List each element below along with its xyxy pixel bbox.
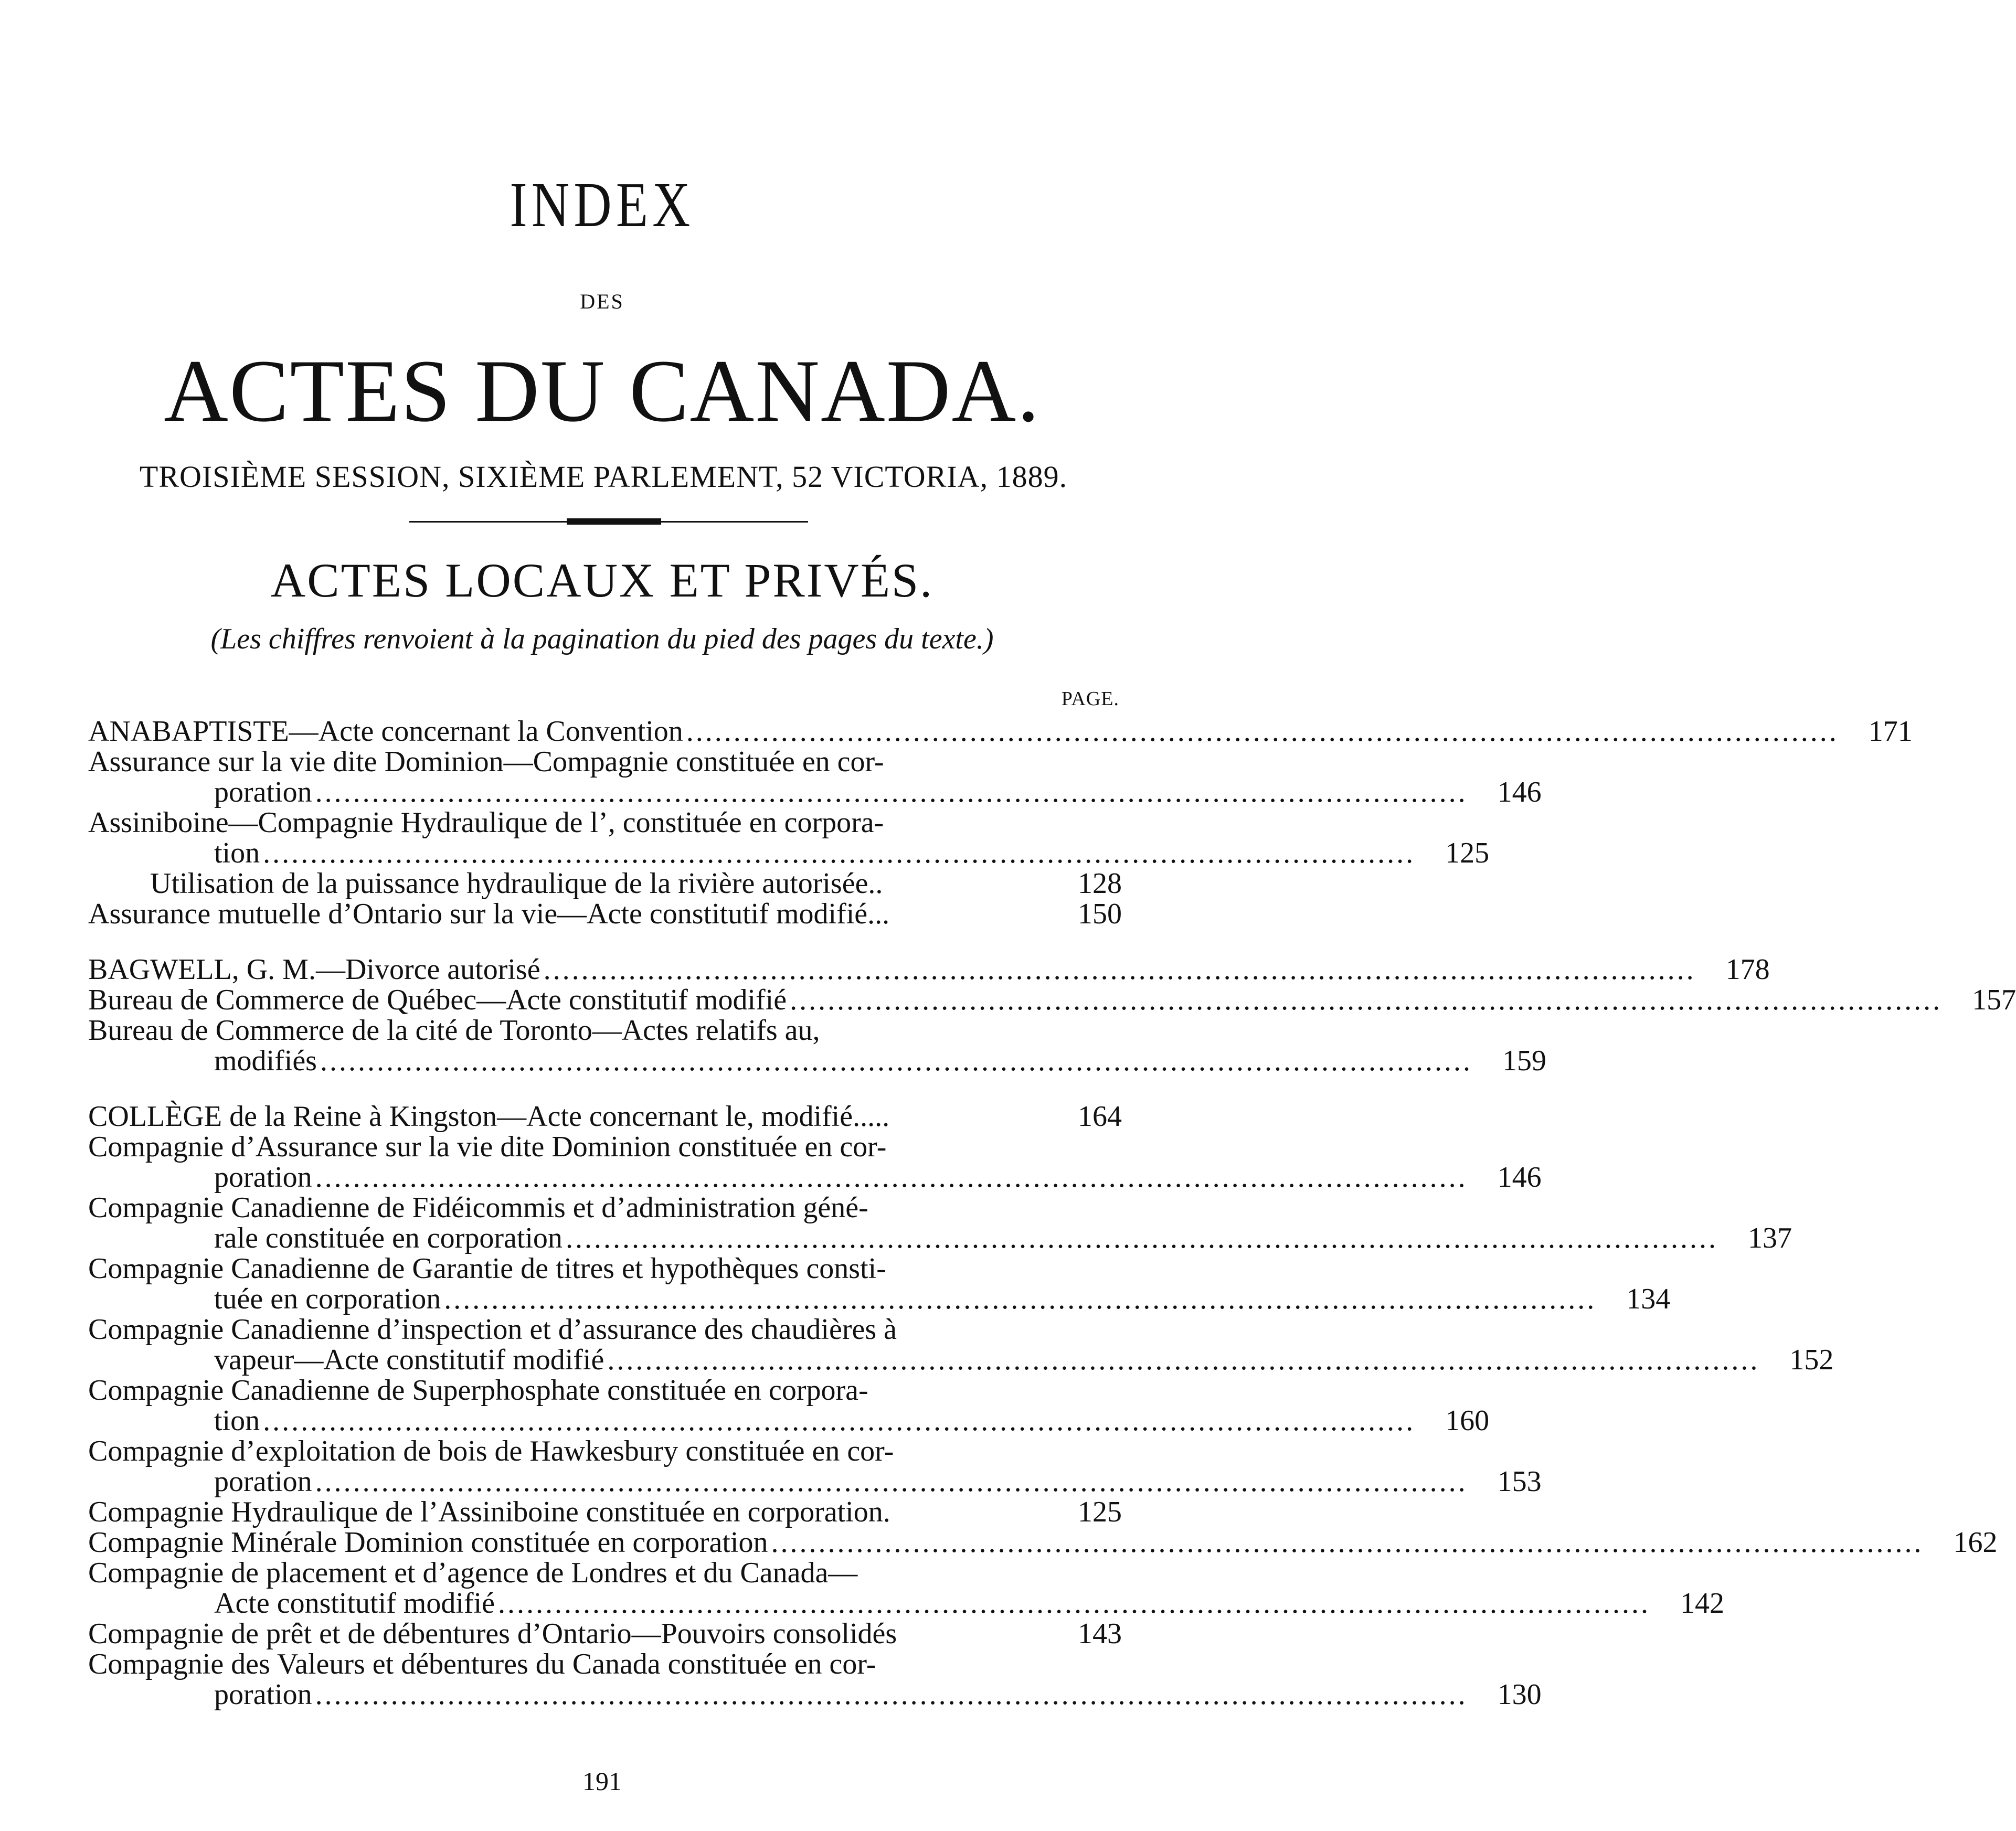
subentry-text: Utilisation de la puissance hydraulique de la rivière autorisée.. — [150, 867, 883, 900]
entry-page: 153 — [1497, 1465, 1542, 1498]
entry-text: Compagnie Canadienne de Superphosphate constituée en corpora- — [88, 1374, 868, 1407]
entry-text: Compagnie Canadienne d’inspection et d’assurance des chaudières à — [88, 1313, 897, 1346]
index-subentry — [88, 868, 1122, 899]
entry-page: 160 — [1445, 1404, 1490, 1437]
entry-continuation: rale constituée en corporation — [214, 1222, 563, 1254]
entry-page: 128 — [1078, 867, 1122, 900]
index-entry — [88, 1648, 1542, 1711]
divider-rule-center — [567, 518, 661, 525]
index-entry — [88, 1619, 1122, 1649]
entry-page: 157 — [1972, 984, 2016, 1016]
entry-text: Assurance mutuelle d’Ontario sur la vie—Acte constitutif modifié... — [88, 898, 890, 930]
des-title: DES — [580, 290, 624, 313]
leader-dots: .......................................................................................................................... — [497, 1587, 1650, 1620]
leader-dots: .......................................................................................................................... — [315, 1161, 1468, 1194]
entry-page: 162 — [1953, 1526, 1998, 1559]
entry-page: 178 — [1725, 953, 1770, 986]
entry-text: Assurance sur la vie dite Dominion—Compagnie constituée en cor- — [88, 746, 884, 778]
section-subtitle: ACTES LOCAUX ET PRIVÉS. — [270, 553, 934, 607]
entry-continuation: poration — [214, 1465, 312, 1498]
index-title: INDEX — [510, 169, 695, 240]
index-entry — [88, 984, 2016, 1016]
leader-dots: .......................................................................................................................... — [543, 953, 1696, 986]
session-line: TROISIÈME SESSION, SIXIÈME PARLEMENT, 52 VICTORIA, 1889. — [139, 460, 1068, 494]
index-entry — [88, 953, 1770, 986]
entry-page: 142 — [1680, 1587, 1724, 1620]
entry-page: 146 — [1497, 1161, 1542, 1194]
page-number: 191 — [582, 1766, 622, 1796]
index-entry — [88, 1252, 1671, 1315]
entry-page: 130 — [1497, 1678, 1542, 1711]
index-entry — [88, 899, 1122, 929]
leader-dots: .......................................................................................................................... — [263, 837, 1416, 869]
entry-page: 164 — [1078, 1100, 1122, 1133]
entry-text: BAGWELL, G. M.—Divorce autorisé — [88, 953, 540, 986]
index-entry — [88, 1374, 1490, 1437]
entry-text: Compagnie de prêt et de débentures d’Ontario—Pouvoirs consolidés — [88, 1617, 897, 1650]
leader-dots: .......................................................................................................................... — [315, 1465, 1468, 1498]
main-title: ACTES DU CANADA. — [164, 342, 1041, 440]
entry-page: 152 — [1789, 1344, 1834, 1376]
entry-continuation: poration — [214, 1161, 312, 1194]
index-entry — [88, 1526, 1998, 1559]
leader-dots: .......................................................................................................................... — [315, 1678, 1468, 1711]
index-entry — [88, 806, 1490, 869]
entry-continuation: tion — [214, 837, 260, 869]
entry-text: Compagnie Canadienne de Fidéicommis et d’administration géné- — [88, 1191, 868, 1224]
entry-text: Compagnie Hydraulique de l’Assiniboine constituée en corporation. — [88, 1496, 890, 1528]
pagination-note: (Les chiffres renvoient à la pagination du pied des pages du texte.) — [210, 623, 994, 655]
entry-page: 171 — [1868, 715, 1913, 748]
leader-dots: .......................................................................................................................... — [320, 1045, 1472, 1077]
leader-dots: .......................................................................................................................... — [607, 1344, 1760, 1376]
index-entry — [88, 1191, 1792, 1254]
entry-text: Compagnie des Valeurs et débentures du Canada constituée en cor- — [88, 1648, 876, 1680]
entry-text: Compagnie Minérale Dominion constituée en corporation — [88, 1526, 768, 1559]
leader-dots: .......................................................................................................................... — [565, 1222, 1718, 1254]
entry-text: Compagnie d’Assurance sur la vie dite Dominion constituée en cor- — [88, 1131, 887, 1163]
index-entry — [88, 1101, 1122, 1132]
leader-dots: .......................................................................................................................... — [444, 1283, 1597, 1315]
leader-dots: .......................................................................................................................... — [790, 984, 1943, 1016]
entry-page: 125 — [1078, 1496, 1122, 1528]
entry-page: 134 — [1626, 1283, 1671, 1315]
index-entry — [88, 1014, 1546, 1077]
entry-continuation: tuée en corporation — [214, 1283, 441, 1315]
entry-continuation: Acte constitutif modifié — [214, 1587, 495, 1620]
entry-text: Compagnie de placement et d’agence de Londres et du Canada— — [88, 1557, 858, 1589]
entry-text: COLLÈGE de la Reine à Kingston—Acte concernant le, modifié..... — [88, 1100, 890, 1133]
entry-page: 143 — [1078, 1617, 1122, 1650]
entry-continuation: tion — [214, 1404, 260, 1437]
entry-text: ANABAPTISTE—Acte concernant la Convention — [88, 715, 683, 748]
entry-text: Compagnie Canadienne de Garantie de titres et hypothèques consti- — [88, 1252, 886, 1285]
index-entry — [88, 1435, 1542, 1498]
leader-dots: .......................................................................................................................... — [315, 776, 1468, 808]
entry-text: Assiniboine—Compagnie Hydraulique de l’, constituée en corpora- — [88, 806, 884, 839]
entry-page: 150 — [1078, 898, 1122, 930]
index-entry — [88, 746, 1542, 808]
page-column-label: PAGE. — [1061, 688, 1119, 710]
entry-page: 159 — [1502, 1045, 1546, 1077]
entry-page: 125 — [1445, 837, 1490, 869]
entry-continuation: modifiés — [214, 1045, 317, 1077]
index-entry — [88, 715, 1913, 748]
index-entry — [88, 1131, 1542, 1194]
entry-text: Compagnie d’exploitation de bois de Hawkesbury constituée en cor- — [88, 1435, 894, 1467]
entry-continuation: poration — [214, 776, 312, 808]
index-entry — [88, 1313, 1834, 1376]
leader-dots: .......................................................................................................................... — [771, 1526, 1924, 1559]
entry-continuation: vapeur—Acte constitutif modifié — [214, 1344, 604, 1376]
index-entry — [88, 1557, 1724, 1620]
leader-dots: .......................................................................................................................... — [686, 715, 1839, 748]
entry-page: 137 — [1747, 1222, 1792, 1254]
entry-continuation: poration — [214, 1678, 312, 1711]
index-entry — [88, 1497, 1122, 1527]
entry-text: Bureau de Commerce de la cité de Toronto—Actes relatifs au, — [88, 1014, 820, 1047]
leader-dots: .......................................................................................................................... — [263, 1404, 1416, 1437]
entry-page: 146 — [1497, 776, 1542, 808]
entry-text: Bureau de Commerce de Québec—Acte constitutif modifié — [88, 984, 787, 1016]
index-entries — [88, 715, 2016, 1711]
